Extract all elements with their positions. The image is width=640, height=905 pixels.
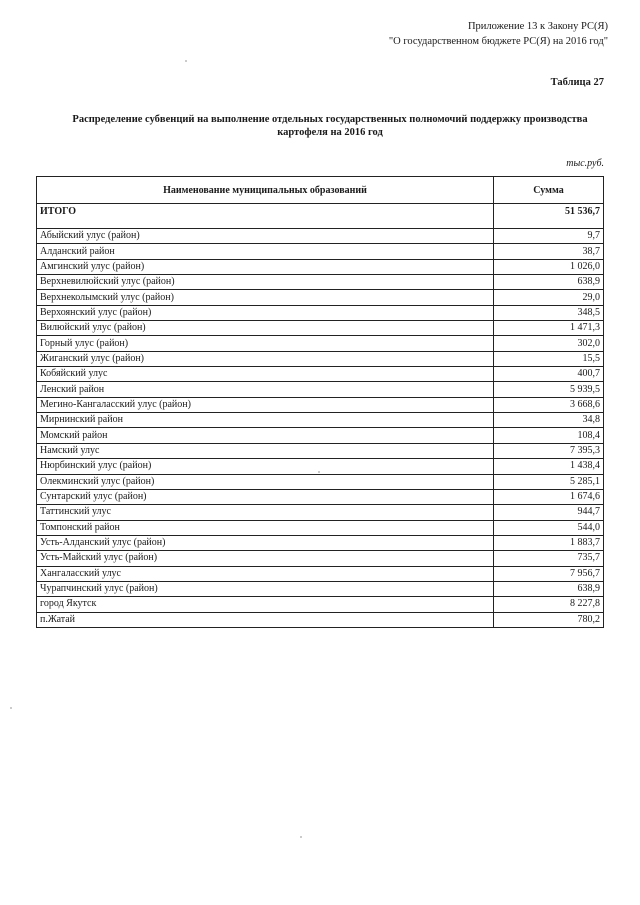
subsidy-amount: 780,2 xyxy=(494,612,604,627)
municipality-name: Усть-Алданский улус (район) xyxy=(37,535,494,550)
table-row xyxy=(37,351,604,366)
subsidy-amount: 638,9 xyxy=(494,581,604,596)
municipality-name: Хангаласский улус xyxy=(37,566,494,581)
column-header-name: Наименование муниципальных образований xyxy=(37,177,494,204)
municipality-name: Кобяйский улус xyxy=(37,367,494,382)
subsidy-amount: 348,5 xyxy=(494,305,604,320)
table-row xyxy=(37,321,604,336)
subsidy-amount: 5 939,5 xyxy=(494,382,604,397)
subsidy-amount: 735,7 xyxy=(494,551,604,566)
appendix-header-line1: Приложение 13 к Закону РС(Я) xyxy=(467,21,608,32)
municipality-name: Мегино-Кангаласский улус (район) xyxy=(37,397,494,412)
table-row xyxy=(37,305,604,320)
table-row xyxy=(37,443,604,458)
subsidy-table xyxy=(36,176,604,628)
table-row xyxy=(37,229,604,244)
table-row xyxy=(37,535,604,550)
subsidy-amount: 544,0 xyxy=(494,520,604,535)
municipality-name: Алданский район xyxy=(37,244,494,259)
scan-speck xyxy=(10,707,12,709)
table-row xyxy=(37,581,604,596)
municipality-name: Олекминский улус (район) xyxy=(37,474,494,489)
total-value: 51 536,7 xyxy=(494,204,604,229)
table-row xyxy=(37,382,604,397)
municipality-name: Верхневилюйский улус (район) xyxy=(37,275,494,290)
table-row xyxy=(37,505,604,520)
municipality-name: Горный улус (район) xyxy=(37,336,494,351)
scan-speck xyxy=(300,836,302,838)
subsidy-amount: 400,7 xyxy=(494,367,604,382)
municipality-name: Верхнеколымский улус (район) xyxy=(37,290,494,305)
table-row xyxy=(37,275,604,290)
table-row xyxy=(37,336,604,351)
subsidy-amount: 1 674,6 xyxy=(494,489,604,504)
table-row xyxy=(37,290,604,305)
table-row xyxy=(37,459,604,474)
table-row xyxy=(37,397,604,412)
subsidy-amount: 7 395,3 xyxy=(494,443,604,458)
appendix-header-line2: "О государственном бюджете РС(Я) на 2016 год" xyxy=(388,36,608,47)
total-row xyxy=(37,204,604,229)
table-row xyxy=(37,367,604,382)
municipality-name: п.Жатай xyxy=(37,612,494,627)
table-header-row xyxy=(37,177,604,204)
municipality-name: Абыйский улус (район) xyxy=(37,229,494,244)
table-row xyxy=(37,474,604,489)
scan-speck xyxy=(318,471,320,473)
total-label: ИТОГО xyxy=(37,204,494,229)
municipality-name: Жиганский улус (район) xyxy=(37,351,494,366)
subsidy-amount: 1 883,7 xyxy=(494,535,604,550)
municipality-name: Нюрбинский улус (район) xyxy=(37,459,494,474)
municipality-name: Таттинский улус xyxy=(37,505,494,520)
table-row xyxy=(37,244,604,259)
subsidy-amount: 29,0 xyxy=(494,290,604,305)
subsidy-amount: 9,7 xyxy=(494,229,604,244)
table-row xyxy=(37,520,604,535)
subsidy-amount: 15,5 xyxy=(494,351,604,366)
municipality-name: Вилюйский улус (район) xyxy=(37,321,494,336)
subsidy-amount: 638,9 xyxy=(494,275,604,290)
subsidy-amount: 1 438,4 xyxy=(494,459,604,474)
municipality-name: Ленский район xyxy=(37,382,494,397)
subsidy-amount: 108,4 xyxy=(494,428,604,443)
municipality-name: Верхоянский улус (район) xyxy=(37,305,494,320)
document-title: Распределение субвенций на выполнение отдельных государственных полномочий поддержку производства картофеля на 2016 год xyxy=(72,114,588,138)
municipality-name: Чурапчинский улус (район) xyxy=(37,581,494,596)
table-number: Таблица 27 xyxy=(550,77,604,88)
municipality-name: Амгинский улус (район) xyxy=(37,259,494,274)
subsidy-amount: 38,7 xyxy=(494,244,604,259)
unit-label: тыс.руб. xyxy=(566,158,604,169)
municipality-name: Усть-Майский улус (район) xyxy=(37,551,494,566)
table-row xyxy=(37,566,604,581)
table-row xyxy=(37,597,604,612)
subsidy-amount: 1 026,0 xyxy=(494,259,604,274)
table-row xyxy=(37,413,604,428)
subsidy-amount: 3 668,6 xyxy=(494,397,604,412)
subsidy-amount: 1 471,3 xyxy=(494,321,604,336)
scan-speck xyxy=(185,60,187,62)
table-row xyxy=(37,612,604,627)
column-header-sum: Сумма xyxy=(494,177,604,204)
table-row xyxy=(37,489,604,504)
municipality-name: Сунтарский улус (район) xyxy=(37,489,494,504)
table-row xyxy=(37,428,604,443)
subsidy-amount: 7 956,7 xyxy=(494,566,604,581)
subsidy-amount: 5 285,1 xyxy=(494,474,604,489)
municipality-name: Момский район xyxy=(37,428,494,443)
municipality-name: Мирнинский район xyxy=(37,413,494,428)
subsidy-amount: 34,8 xyxy=(494,413,604,428)
municipality-name: Томпонский район xyxy=(37,520,494,535)
municipality-name: Намский улус xyxy=(37,443,494,458)
subsidy-amount: 8 227,8 xyxy=(494,597,604,612)
subsidy-amount: 302,0 xyxy=(494,336,604,351)
municipality-name: город Якутск xyxy=(37,597,494,612)
table-row xyxy=(37,551,604,566)
table-row xyxy=(37,259,604,274)
subsidy-amount: 944,7 xyxy=(494,505,604,520)
